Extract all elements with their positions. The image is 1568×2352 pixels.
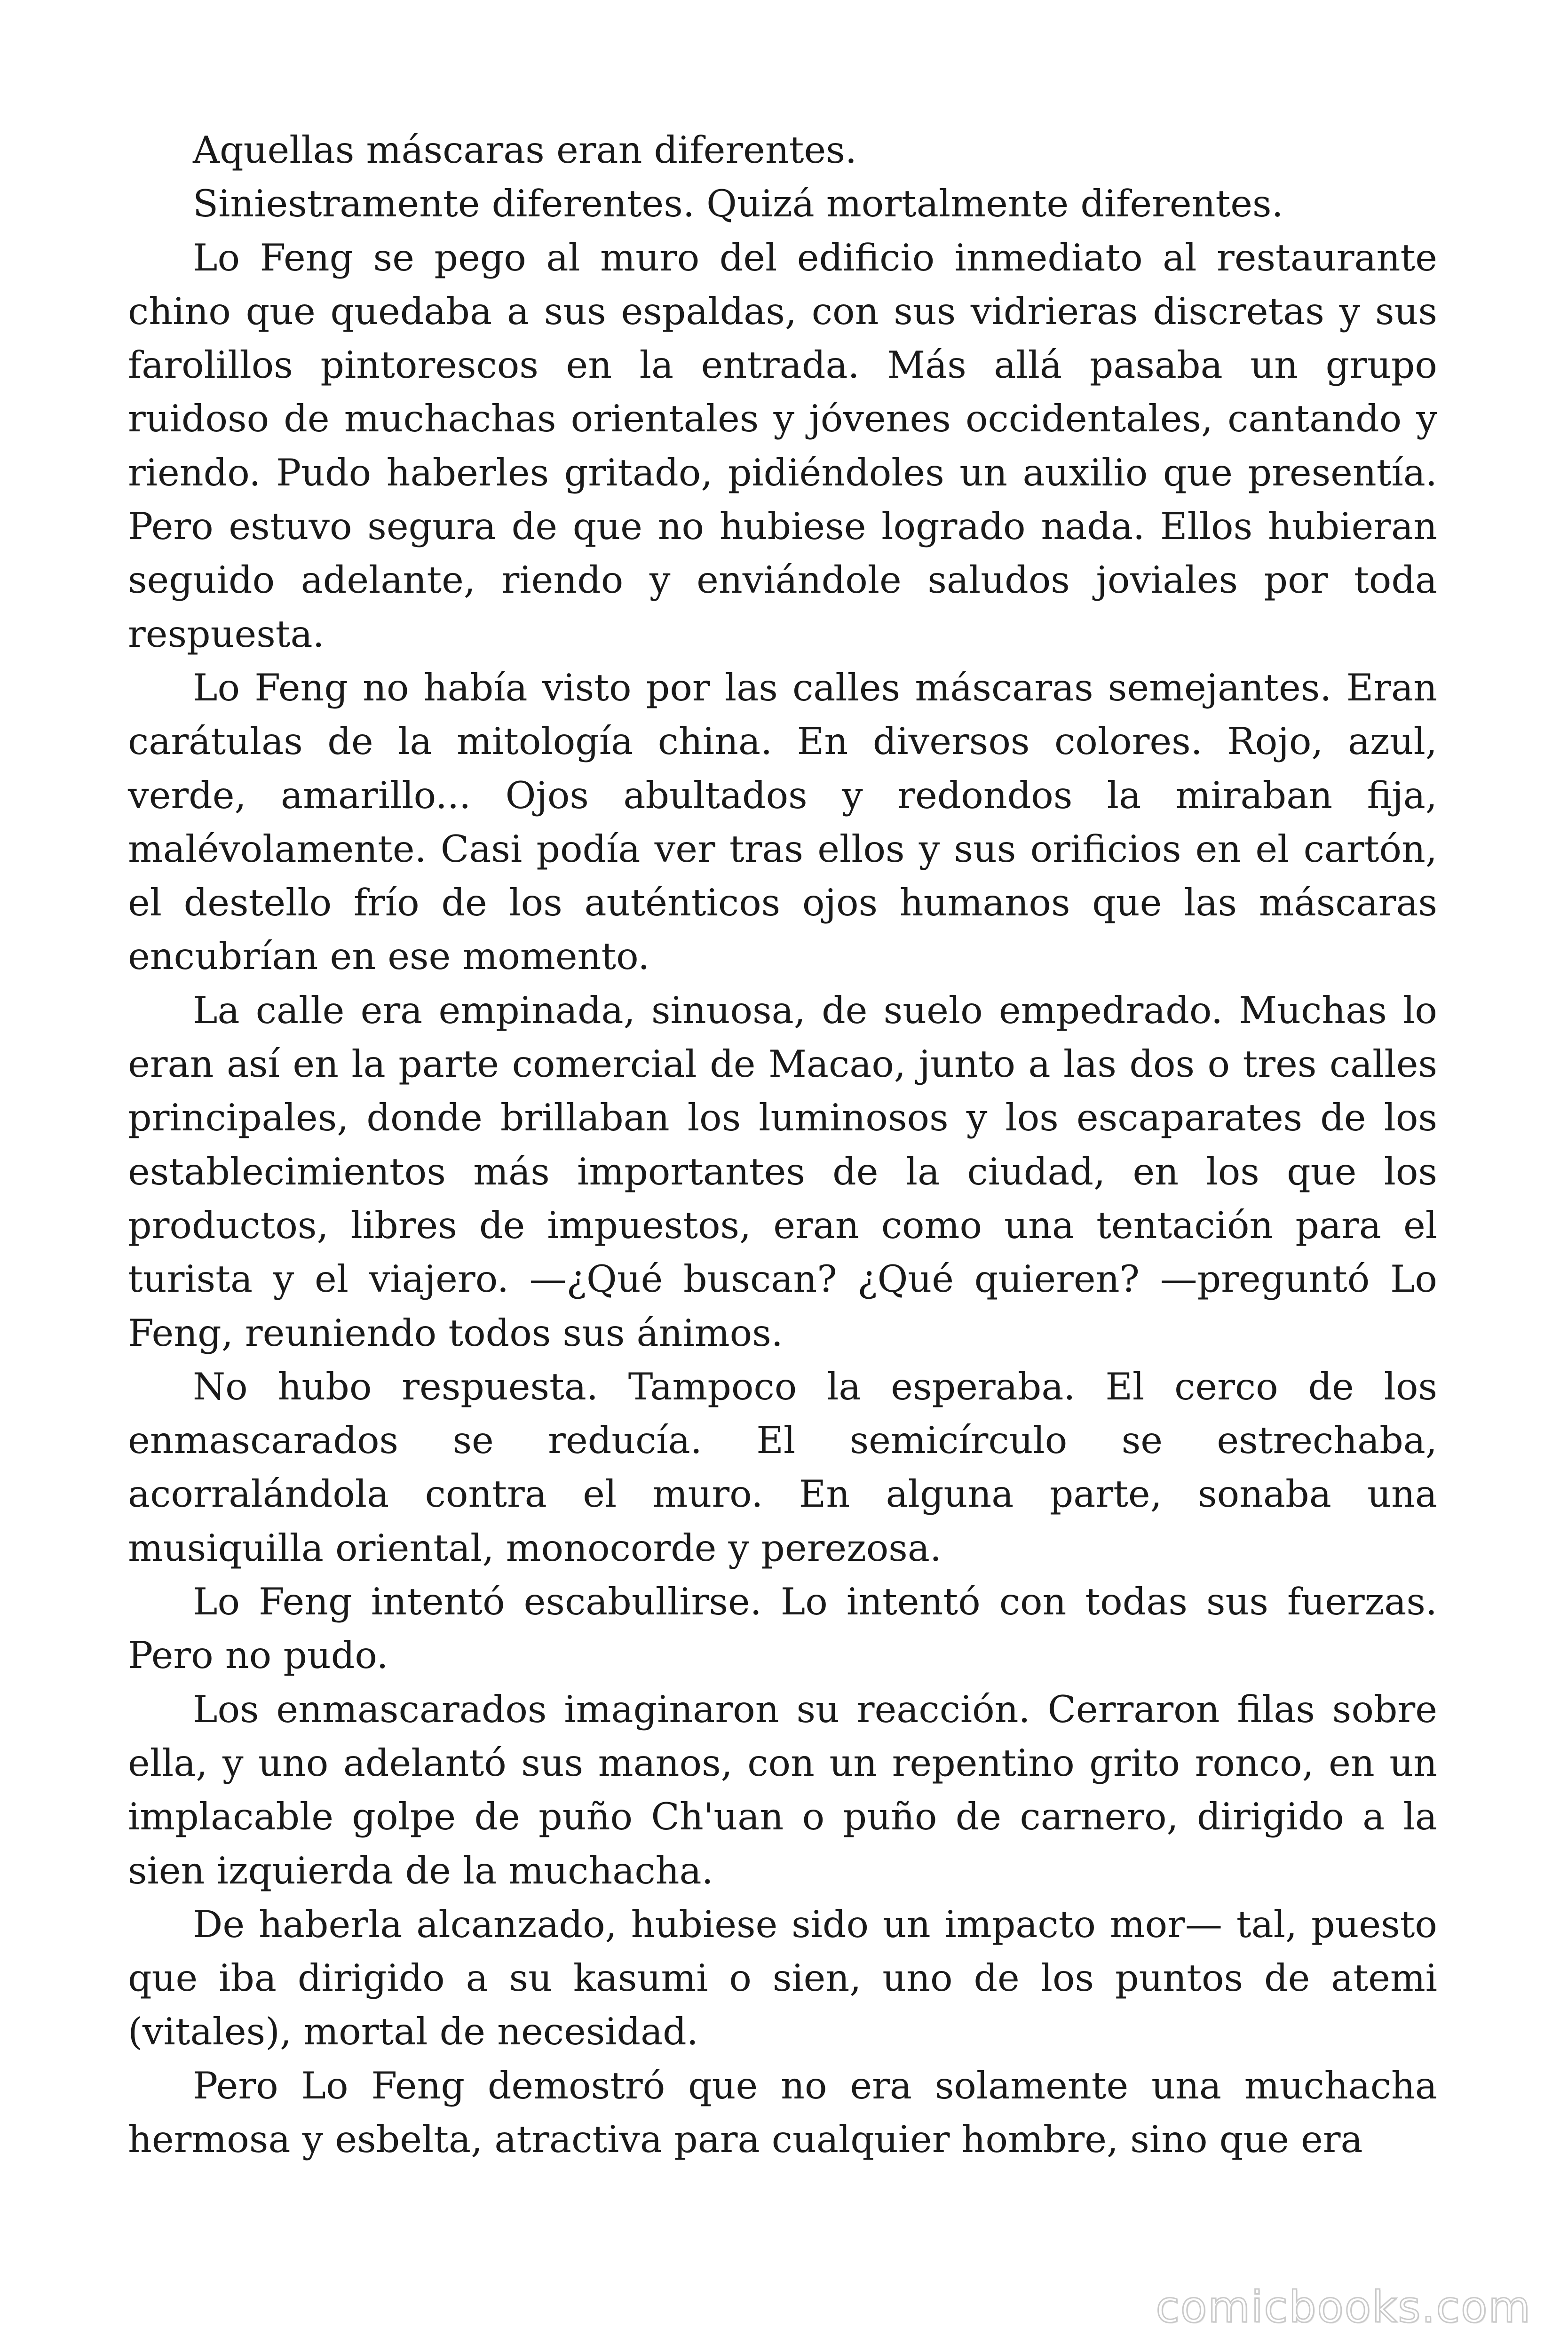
paragraph: La calle era empinada, sinuosa, de suelo empedrado. Muchas lo eran así en la parte comercial de Macao, junto a las dos o tres calles principales, donde brillaban los luminosos y los escaparates de los establecimientos más importantes de la ciudad, en los que los productos, libres de impuestos, eran como una tentación para el turista y el viajero. —¿Qué buscan? ¿Qué quieren? —preguntó Lo Feng, reuniendo todos sus ánimos. (128, 988, 1437, 1355)
paragraph: Lo Feng no había visto por las calles máscaras semejantes. Eran carátulas de la mitología china. En diversos colores. Rojo, azul, verde, amarillo... Ojos abultados y redondos la miraban fija, malévolamente. Casi podía ver tras ellos y sus orificios en el cartón, el destello frío de los auténticos ojos humanos que las máscaras encubrían en ese momento. (128, 666, 1437, 978)
paragraph: Aquellas máscaras eran diferentes. (193, 128, 857, 172)
paragraph: Lo Feng se pego al muro del edificio inmediato al restaurante chino que quedaba a sus espaldas, con sus vidrieras discretas y sus farolillos pintorescos en la entrada. Más allá pasaba un grupo ruidoso de muchachas orientales y jóvenes occidentales, cantando y riendo. Pudo haberles gritado, pidiéndoles un auxilio que presentía. Pero estuvo segura de que no hubiese logrado nada. Ellos hubieran seguido adelante, riendo y enviándole saludos joviales por toda respuesta. (128, 236, 1437, 656)
paragraph: Pero Lo Feng demostró que no era solamente una muchacha hermosa y esbelta, atractiva para cualquier hombre, sino que era (128, 2064, 1437, 2161)
watermark: comicbooks.com (1156, 2282, 1531, 2332)
paragraph: No hubo respuesta. Tampoco la esperaba. El cerco de los enmascarados se reducía. El semicírculo se estrechaba, acorralándola contra el muro. En alguna parte, sonaba una musiquilla oriental, monocorde y perezosa. (128, 1365, 1437, 1570)
body-text (128, 123, 1437, 2166)
paragraph: Lo Feng intentó escabullirse. Lo intentó con todas sus fuerzas. Pero no pudo. (128, 1580, 1437, 1677)
paragraph: Siniestramente diferentes. Quizá mortalmente diferentes. (193, 182, 1283, 226)
paragraph: Los enmascarados imaginaron su reacción. Cerraron filas sobre ella, y uno adelantó sus manos, con un repentino grito ronco, en un implacable golpe de puño Ch'uan o puño de carnero, dirigido a la sien izquierda de la muchacha. (128, 1687, 1437, 1892)
paragraph: De haberla alcanzado, hubiese sido un impacto mor— tal, puesto que iba dirigido a su kasumi o sien, uno de los puntos de atemi (vitales), mortal de necesidad. (128, 1902, 1437, 2054)
